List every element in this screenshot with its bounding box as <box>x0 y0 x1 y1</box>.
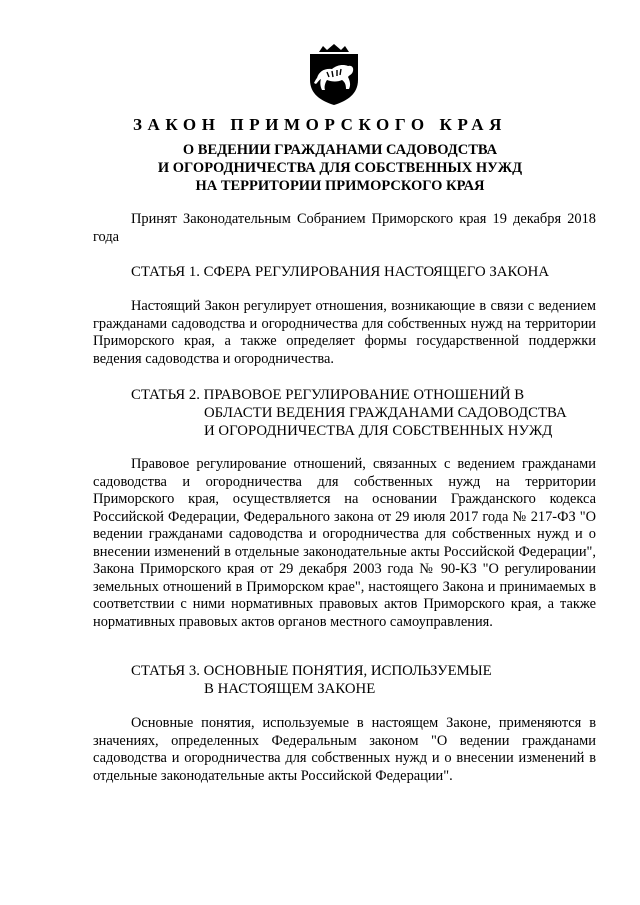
article-2-heading <box>131 386 567 440</box>
heading-line: СТАТЬЯ 2. ПРАВОВОЕ РЕГУЛИРОВАНИЕ ОТНОШЕНИЙ В <box>131 387 525 403</box>
article-3-heading <box>131 662 492 698</box>
article-3-text: Основные понятия, используемые в настоящем Законе, применяются в значениях, определенных Федеральным законом "О ведении гражданами садоводства и огородничества для собственных нужд и о внесении изменений в отдельные законодательные акты Российской Федерации". <box>93 715 596 784</box>
article-1-heading <box>131 263 549 281</box>
adoption-note: Принят Законодательным Собранием Приморского края 19 декабря 2018 года <box>93 211 596 245</box>
law-title: ЗАКОН ПРИМОРСКОГО КРАЯ <box>132 115 508 134</box>
coat-of-arms-icon <box>305 44 363 106</box>
article-1-text: Настоящий Закон регулирует отношения, возникающие в связи с ведением гражданами садоводства и огородничества для собственных нужд на территории Приморского края, а также определяет формы государственной поддержки ведения садоводства и огородничества. <box>93 298 596 367</box>
heading-line: СТАТЬЯ 3. ОСНОВНЫЕ ПОНЯТИЯ, ИСПОЛЬЗУЕМЫЕ <box>131 663 492 679</box>
subtitle-line: НА ТЕРРИТОРИИ ПРИМОРСКОГО КРАЯ <box>195 178 485 194</box>
heading-line: СТАТЬЯ 1. СФЕРА РЕГУЛИРОВАНИЯ НАСТОЯЩЕГО ЗАКОНА <box>131 264 550 280</box>
heading-line: В НАСТОЯЩЕМ ЗАКОНЕ <box>204 681 376 697</box>
heading-line: ОБЛАСТИ ВЕДЕНИЯ ГРАЖДАНАМИ САДОВОДСТВА <box>204 405 567 421</box>
article-2-text: Правовое регулирование отношений, связанных с ведением гражданами садоводства и огородничества для собственных нужд на территории Приморского края, осуществляется на основании Гражданского кодекса Российской Федерации, Федерального закона от 29 июля 2017 года № 217-ФЗ "О ведении гражданами садоводства и огородничества для собственных нужд и о внесении изменений в отдельные законодательные акты Российской Федерации", Закона Приморского края от 29 декабря 2003 года № 90-КЗ "О регулировании земельных отношений в Приморском крае", настоящего Закона и принимаемых в соответствии с ними нормативных правовых актов Приморского края, а также нормативных правовых актов органов местного самоуправления. <box>93 456 596 630</box>
heading-line: И ОГОРОДНИЧЕСТВА ДЛЯ СОБСТВЕННЫХ НУЖД <box>204 423 553 439</box>
subtitle-line: И ОГОРОДНИЧЕСТВА ДЛЯ СОБСТВЕННЫХ НУЖД <box>157 160 523 176</box>
law-subtitle <box>0 141 640 195</box>
subtitle-line: О ВЕДЕНИИ ГРАЖДАНАМИ САДОВОДСТВА <box>182 142 498 158</box>
